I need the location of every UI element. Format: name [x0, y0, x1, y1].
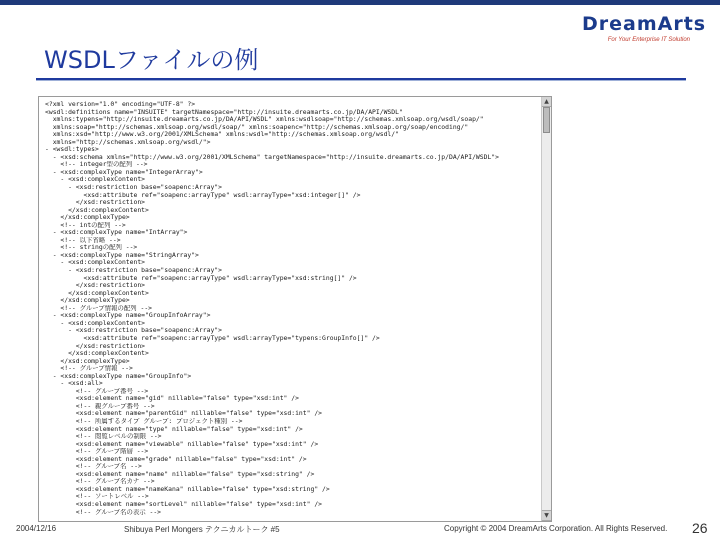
code-line: <!-- 以下省略 -->: [45, 236, 121, 244]
code-line: xmlns:soap="http://schemas.xmlsoap.org/wsdl/soap/" xmlns:soapenc="http://schemas.xmlsoap.org/soap/encoding/": [45, 123, 469, 131]
code-line: <xsd:attribute ref="soapenc:arrayType" wsdl:arrayType="xsd:string[]" />: [45, 274, 357, 282]
code-line: <wsdl:definitions name="INSUITE" targetNamespace="http://insuite.dreamarts.co.jp/DA/API/WSDL": [45, 108, 403, 116]
title-underline-shadow: [36, 80, 686, 81]
code-line: <!-- intの配列 -->: [45, 221, 126, 229]
code-line: - <xsd:all>: [45, 380, 103, 388]
code-line: </xsd:complexType>: [45, 297, 130, 305]
code-line: - <xsd:complexContent>: [45, 259, 146, 267]
code-line: <xsd:element name="parentGid" nillable="false" type="xsd:int" />: [45, 410, 323, 418]
footer-copyright: Copyright © 2004 DreamArts Corporation. All Rights Reserved.: [444, 524, 668, 533]
code-line: </xsd:restriction>: [45, 282, 146, 290]
vertical-scrollbar[interactable]: [541, 97, 551, 521]
code-line: - <xsd:complexType name="IntArray">: [45, 229, 188, 237]
footer-date: 2004/12/16: [16, 524, 57, 533]
code-line: <!-- グループ情報の配列 -->: [45, 304, 153, 312]
code-line: <xsd:attribute ref="soapenc:arrayType" wsdl:arrayType="typens:GroupInfo[]" />: [45, 334, 380, 342]
code-line: - <wsdl:types>: [45, 146, 99, 154]
code-line: - <xsd:restriction base="soapenc:Array">: [45, 184, 222, 192]
code-line: <xsd:element name="viewable" nillable="false" type="xsd:int" />: [45, 440, 319, 448]
code-line: <!-- グループ情報 -->: [45, 365, 133, 373]
code-line: <xsd:element name="sortLevel" nillable="false" type="xsd:int" />: [45, 500, 323, 508]
code-line: <xsd:attribute ref="soapenc:arrayType" wsdl:arrayType="xsd:integer[]" />: [45, 191, 361, 199]
code-line: xmlns="http://schemas.xmlsoap.org/wsdl/">: [45, 138, 211, 146]
code-line: </xsd:complexType>: [45, 357, 130, 365]
code-line: <!-- ソートレベル -->: [45, 493, 149, 501]
code-line: <!-- グループ名 -->: [45, 463, 142, 471]
code-line: - <xsd:complexContent>: [45, 319, 146, 327]
code-line: <!-- 親グループ番号 -->: [45, 402, 155, 410]
wsdl-code-listing: [45, 101, 535, 516]
code-line: <!-- 閲覧レベルの制限 -->: [45, 433, 162, 441]
code-line: <xsd:element name="gid" nillable="false" type="xsd:int" />: [45, 395, 299, 403]
wsdl-code-screenshot: [38, 96, 552, 522]
code-line: <!-- グループ番号 -->: [45, 387, 149, 395]
code-line: xmlns:xsd="http://www.w3.org/2001/XMLSchema" xmlns:wsdl="http://schemas.xmlsoap.org/wsdl/": [45, 131, 399, 139]
code-line: - <xsd:complexContent>: [45, 176, 146, 184]
code-line: <!-- 所属するタイプ グループ: プロジェクト種別 -->: [45, 417, 243, 425]
code-line: xmlns:typens="http://insuite.dreamarts.co.jp/DA/API/WSDL" xmlns:wsdlsoap="http://schemas.xmlsoap.org/wsdl/soap/": [45, 116, 484, 124]
code-line: </xsd:complexType>: [45, 214, 130, 222]
code-line: - <xsd:complexType name="GroupInfo">: [45, 372, 192, 380]
code-line: <!-- stringの配列 -->: [45, 244, 138, 252]
code-line: <xsd:element name="nameKana" nillable="false" type="xsd:string" />: [45, 485, 330, 493]
footer-event: Shibuya Perl Mongers テクニカルトーク #5: [124, 525, 280, 534]
code-line: <xsd:element name="name" nillable="false" type="xsd:string" />: [45, 470, 315, 478]
code-line: <!-- グループ階層 -->: [45, 448, 149, 456]
code-line: <!-- グループ名カナ -->: [45, 478, 155, 486]
code-line: </xsd:complexContent>: [45, 206, 149, 214]
logo-wordmark: DreamArts: [582, 13, 707, 35]
scroll-thumb[interactable]: [543, 107, 550, 133]
code-line: - <xsd:restriction base="soapenc:Array">: [45, 267, 222, 275]
slide-title: WSDLファイルの例: [44, 46, 259, 74]
code-line: </xsd:restriction>: [45, 199, 146, 207]
code-line: - <xsd:complexType name="IntegerArray">: [45, 168, 203, 176]
code-line: </xsd:restriction>: [45, 342, 146, 350]
code-line: </xsd:complexContent>: [45, 289, 149, 297]
scroll-down-arrow-icon[interactable]: ▼: [542, 510, 551, 521]
code-line: <xsd:element name="grade" nillable="false" type="xsd:int" />: [45, 455, 307, 463]
top-accent-bar: [0, 0, 720, 5]
logo-tagline: For Your Enterprise IT Solution: [607, 37, 690, 43]
code-line: - <xsd:restriction base="soapenc:Array">: [45, 327, 222, 335]
code-line: - <xsd:complexType name="StringArray">: [45, 251, 199, 259]
dreamarts-logo: [582, 13, 707, 50]
code-line: - <xsd:schema xmlns="http://www.w3.org/2001/XMLSchema" targetNamespace="http://insuite.dreamarts.co.jp/DA/API/WSDL">: [45, 153, 500, 161]
code-line: <xsd:element name="type" nillable="false" type="xsd:int" />: [45, 425, 303, 433]
code-line: <!-- integer型の配列 -->: [45, 161, 148, 169]
code-line: - <xsd:complexType name="GroupInfoArray">: [45, 312, 211, 320]
page-number: 26: [692, 520, 708, 536]
code-line: <!-- グループ名の表示 -->: [45, 508, 162, 516]
code-line: <?xml version="1.0" encoding="UTF-8" ?>: [45, 101, 196, 108]
code-line: </xsd:complexContent>: [45, 350, 149, 358]
scroll-up-arrow-icon[interactable]: ▲: [542, 97, 551, 107]
